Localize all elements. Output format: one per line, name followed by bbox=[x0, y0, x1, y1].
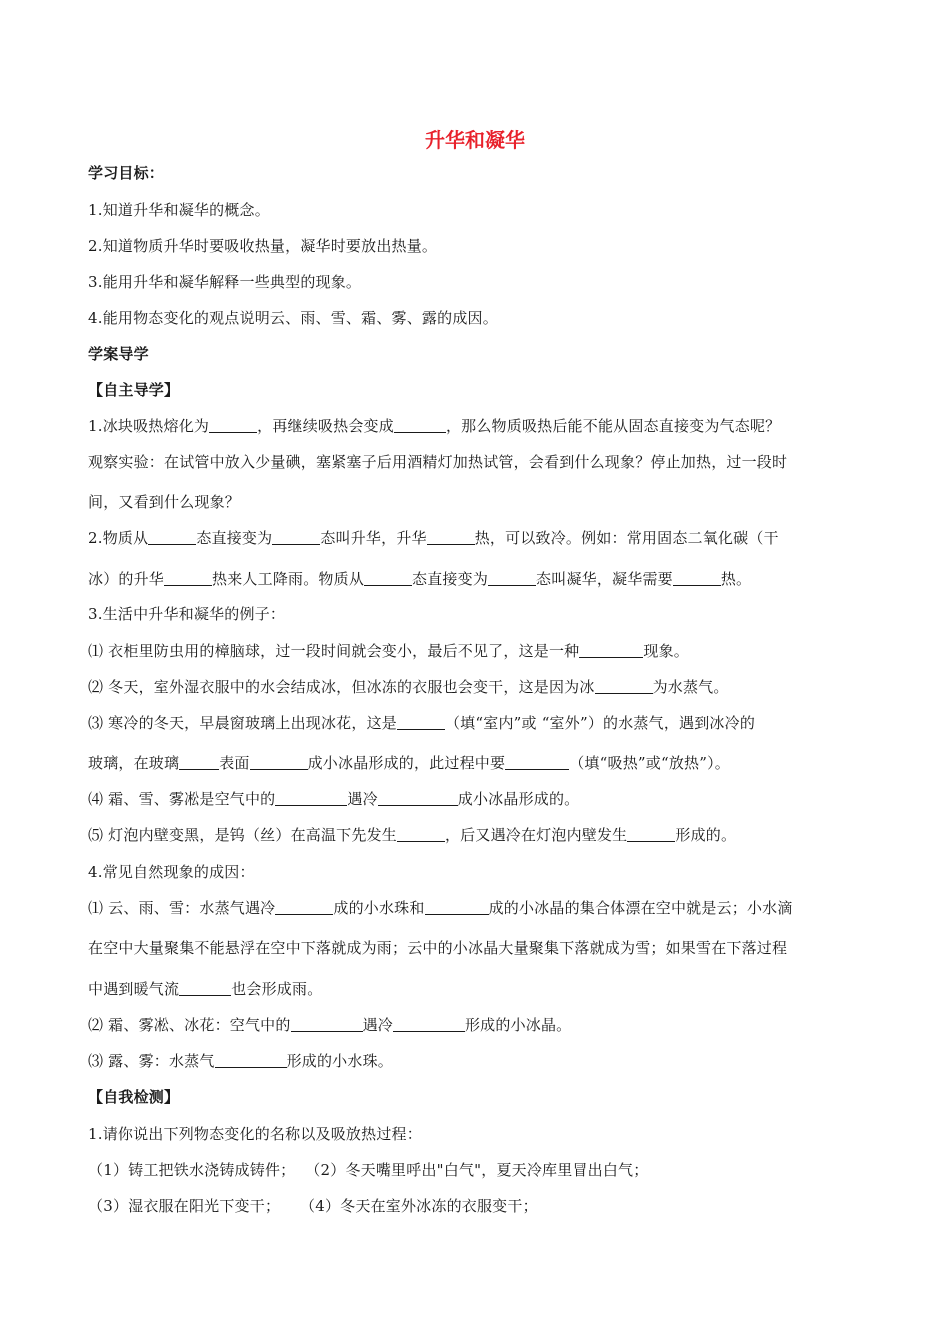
question-line: 观察实验：在试管中放入少量碘，塞紧塞子后用酒精灯加热试管，会看到什么现象？停止加热，过一段时 bbox=[88, 453, 788, 471]
question-line: 冰）的升华 热来人工降雨。物质从 态直接变为 态叫凝华，凝华需要 热。 bbox=[88, 570, 752, 588]
fill-blank bbox=[394, 417, 446, 433]
question-line: 玻璃，在玻璃 表面 成小冰晶形成的，此过程中要 （填“吸热”或“放热”）。 bbox=[88, 754, 730, 772]
fill-blank bbox=[209, 417, 257, 433]
question-line: ⑵ 冬天，室外湿衣服中的水会结成冰，但冰冻的衣服也会变干，这是因为冰 为水蒸气。 bbox=[88, 678, 729, 696]
fill-blank bbox=[505, 754, 569, 770]
question-line: 1.请你说出下列物态变化的名称以及吸放热过程： bbox=[88, 1125, 422, 1143]
question-line: 2.物质从 态直接变为 态叫升华，升华 热，可以致冷。例如：常用固态二氧化碳（干 bbox=[88, 529, 779, 547]
question-line: ⑵ 霜、雾凇、冰花：空气中的 遇冷 形成的小冰晶。 bbox=[88, 1016, 572, 1034]
self-study-heading: 【自主导学】 bbox=[88, 381, 180, 399]
objective-item: 2.知道物质升华时要吸收热量，凝华时要放出热量。 bbox=[88, 237, 438, 255]
page-title: 升华和凝华 bbox=[425, 128, 525, 152]
question-line: （1）铸工把铁水浇铸成铸件； （2）冬天嘴里呼出"白气"，夏天冷库里冒出白气； bbox=[88, 1161, 649, 1179]
fill-blank bbox=[148, 529, 196, 545]
objective-item: 4.能用物态变化的观点说明云、雨、雪、霜、雾、露的成因。 bbox=[88, 309, 498, 327]
fill-blank bbox=[272, 529, 320, 545]
fill-blank bbox=[275, 899, 333, 915]
fill-blank bbox=[425, 899, 489, 915]
fill-blank bbox=[179, 754, 219, 770]
question-line: 在空中大量聚集不能悬浮在空中下落就成为雨；云中的小冰晶大量聚集下落就成为雪；如果雪在下落过程 bbox=[88, 939, 788, 957]
fill-blank bbox=[627, 826, 675, 842]
fill-blank bbox=[427, 529, 475, 545]
question-line: 4.常见自然现象的成因： bbox=[88, 863, 255, 881]
fill-blank bbox=[579, 642, 643, 658]
fill-blank bbox=[164, 570, 212, 586]
fill-blank bbox=[275, 790, 347, 806]
fill-blank bbox=[179, 980, 231, 996]
question-line: ⑶ 寒冷的冬天，早晨窗玻璃上出现冰花，这是 （填“室内”或 “室外”）的水蒸气，遇到冰冷的 bbox=[88, 714, 756, 732]
fill-blank bbox=[393, 1016, 465, 1032]
fill-blank bbox=[397, 826, 445, 842]
fill-blank bbox=[364, 570, 412, 586]
question-line: ⑴ 衣柜里防虫用的樟脑球，过一段时间就会变小，最后不见了，这是一种 现象。 bbox=[88, 642, 689, 660]
guide-heading: 学案导学 bbox=[88, 345, 149, 363]
question-line: ⑷ 霜、雪、雾凇是空气中的 遇冷 成小冰晶形成的。 bbox=[88, 790, 580, 808]
question-line: 1.冰块吸热熔化为 ，再继续吸热会变成 ，那么物质吸热后能不能从固态直接变为气态呢？ bbox=[88, 417, 781, 435]
objective-item: 3.能用升华和凝华解释一些典型的现象。 bbox=[88, 273, 362, 291]
question-line: ⑸ 灯泡内壁变黑，是钨（丝）在高温下先发生 ，后又遇冷在灯泡内壁发生 形成的。 bbox=[88, 826, 737, 844]
objectives-heading: 学习目标： bbox=[88, 164, 165, 182]
fill-blank bbox=[488, 570, 536, 586]
question-line: 3.生活中升华和凝华的例子： bbox=[88, 605, 286, 623]
fill-blank bbox=[378, 790, 458, 806]
self-test-heading: 【自我检测】 bbox=[88, 1088, 180, 1106]
question-line: 间，又看到什么现象？ bbox=[88, 493, 241, 511]
fill-blank bbox=[250, 754, 308, 770]
objective-item: 1.知道升华和凝华的概念。 bbox=[88, 201, 270, 219]
fill-blank bbox=[595, 678, 653, 694]
fill-blank bbox=[215, 1052, 287, 1068]
question-line: ⑶ 露、雾：水蒸气 形成的小水珠。 bbox=[88, 1052, 393, 1070]
fill-blank bbox=[291, 1016, 363, 1032]
fill-blank bbox=[397, 714, 445, 730]
question-line: （3）湿衣服在阳光下变干； （4）冬天在室外冰冻的衣服变干； bbox=[88, 1197, 538, 1215]
question-line: ⑴ 云、雨、雪：水蒸气遇冷 成的小水珠和 成的小冰晶的集合体漂在空中就是云；小水滴 bbox=[88, 899, 793, 917]
fill-blank bbox=[673, 570, 721, 586]
question-line: 中遇到暖气流 也会形成雨。 bbox=[88, 980, 323, 998]
